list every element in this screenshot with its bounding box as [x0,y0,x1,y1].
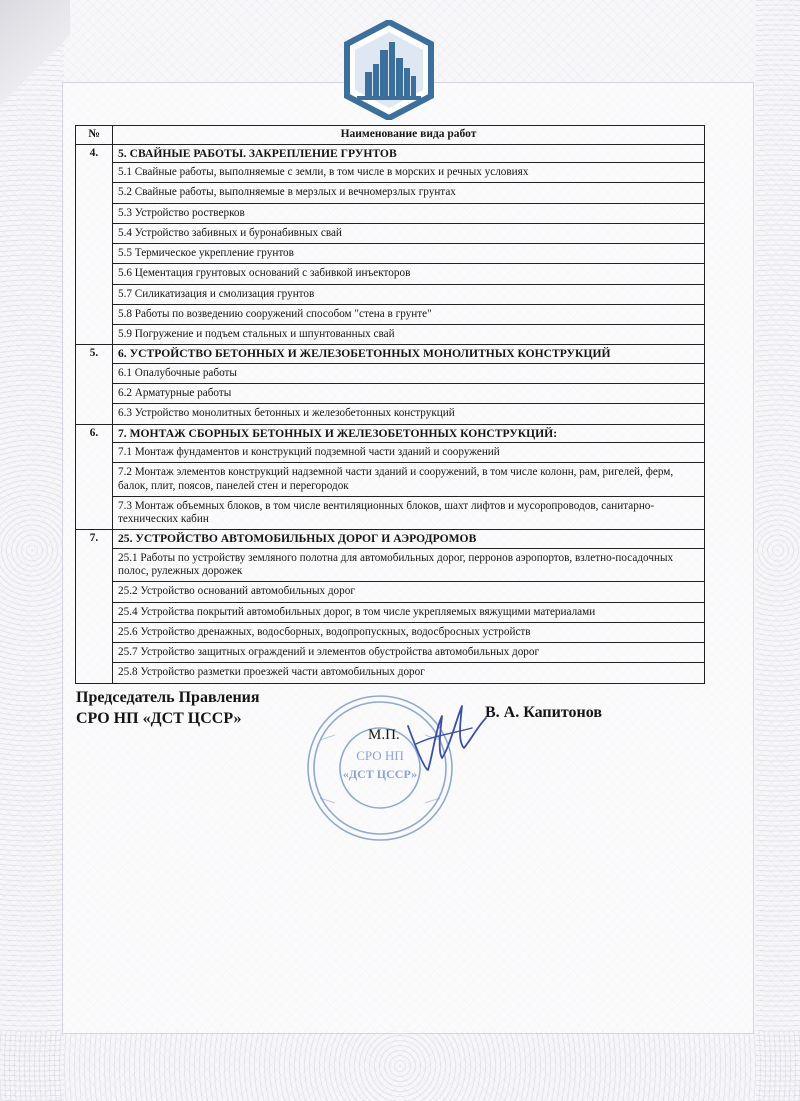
page-curl [0,0,70,120]
work-item: 6.1 Опалубочные работы [118,366,237,379]
section-title-row [76,530,705,549]
column-header-work-name: Наименование вида работ [113,126,705,145]
work-item: 25.2 Устройство оснований автомобильных дорог [113,581,704,601]
guilloche-border-left [0,0,64,1101]
section-items-row [76,363,705,424]
section-title-row [76,424,705,443]
work-item: 25.1 Работы по устройству земляного полотна для автомобильных дорог, перронов аэропортов, взлетно-посадочных полос, рулежных дорожек [118,551,674,578]
work-item: 5.7 Силикатизация и смолизация грунтов [113,284,704,304]
work-item: 7.1 Монтаж фундаментов и конструкций подземной части зданий и сооружений [118,446,500,459]
section-number: 4. [76,144,113,345]
work-item: 6.2 Арматурные работы [113,383,704,403]
section-title: 6. УСТРОЙСТВО БЕТОННЫХ И ЖЕЛЕЗОБЕТОННЫХ МОНОЛИТНЫХ КОНСТРУКЦИЙ [113,345,705,364]
column-header-number: № [76,126,113,145]
work-item: 5.8 Работы по возведению сооружений способом "стена в грунте" [113,304,704,324]
section-number: 5. [76,345,113,424]
seal-place-label: М.П. [368,727,400,743]
work-item: 25.8 Устройство разметки проезжей части автомобильных дорог [113,662,704,682]
signatory-position-line1: Председатель Правления [76,689,260,706]
work-item: 25.7 Устройство защитных ограждений и элементов обустройства автомобильных дорог [113,642,704,662]
section-title: 5. СВАЙНЫЕ РАБОТЫ. ЗАКРЕПЛЕНИЕ ГРУНТОВ [113,144,705,163]
section-title: 25. УСТРОЙСТВО АВТОМОБИЛЬНЫХ ДОРОГ И АЭРОДРОМОВ [113,530,705,549]
work-item: 5.2 Свайные работы, выполняемые в мерзлых и вечномерзлых грунтах [113,182,704,202]
work-item: 7.3 Монтаж объемных блоков, в том числе вентиляционных блоков, шахт лифтов и мусоропроводов, санитарно-технических кабин [113,496,704,529]
table-header-row [76,126,705,145]
work-item: 5.5 Термическое укрепление грунтов [113,243,704,263]
signer-name: В. А. Капитонов [485,704,602,721]
work-item: 5.4 Устройство забивных и буронабивных свай [113,223,704,243]
section-items-row [76,443,705,530]
work-item: 5.1 Свайные работы, выполняемые с земли, в том числе в морских и речных условиях [118,166,529,179]
organization-logo-icon [343,20,435,120]
signatory-position-line2: СРО НП «ДСТ ЦССР» [76,709,242,727]
stamp-center-text: «ДСТ ЦССР» [342,767,418,781]
section-number: 6. [76,424,113,530]
handwritten-signature-icon [402,698,492,773]
stamp-top-text: СРО НП [356,748,404,763]
section-items-row [76,548,705,683]
work-item: 6.3 Устройство монолитных бетонных и железобетонных конструкций [113,403,704,423]
work-item: 25.4 Устройства покрытий автомобильных дорог, в том числе укрепляемых вяжущими материалами [113,602,704,622]
works-table [75,125,705,684]
work-item: 5.3 Устройство ростверков [113,203,704,223]
section-title-row [76,144,705,163]
guilloche-border-bottom [0,1031,800,1101]
section-title: 7. МОНТАЖ СБОРНЫХ БЕТОННЫХ И ЖЕЛЕЗОБЕТОННЫХ КОНСТРУКЦИЙ: [113,424,705,443]
signatory-position [76,688,260,730]
section-number: 7. [76,530,113,683]
work-item: 25.6 Устройство дренажных, водосборных, водопропускных, водосбросных устройств [113,622,704,642]
work-item: 7.2 Монтаж элементов конструкций надземной части зданий и сооружений, в том числе колонн, рам, ригелей, ферм, балок, плит, поясов, панелей стен и перегородок [113,462,704,495]
section-title-row [76,345,705,364]
guilloche-border-right [756,0,800,1101]
work-item: 5.6 Цементация грунтовых оснований с забивкой инъекторов [113,263,704,283]
work-item: 5.9 Погружение и подъем стальных и шпунтованных свай [113,324,704,344]
section-items-row [76,163,705,345]
